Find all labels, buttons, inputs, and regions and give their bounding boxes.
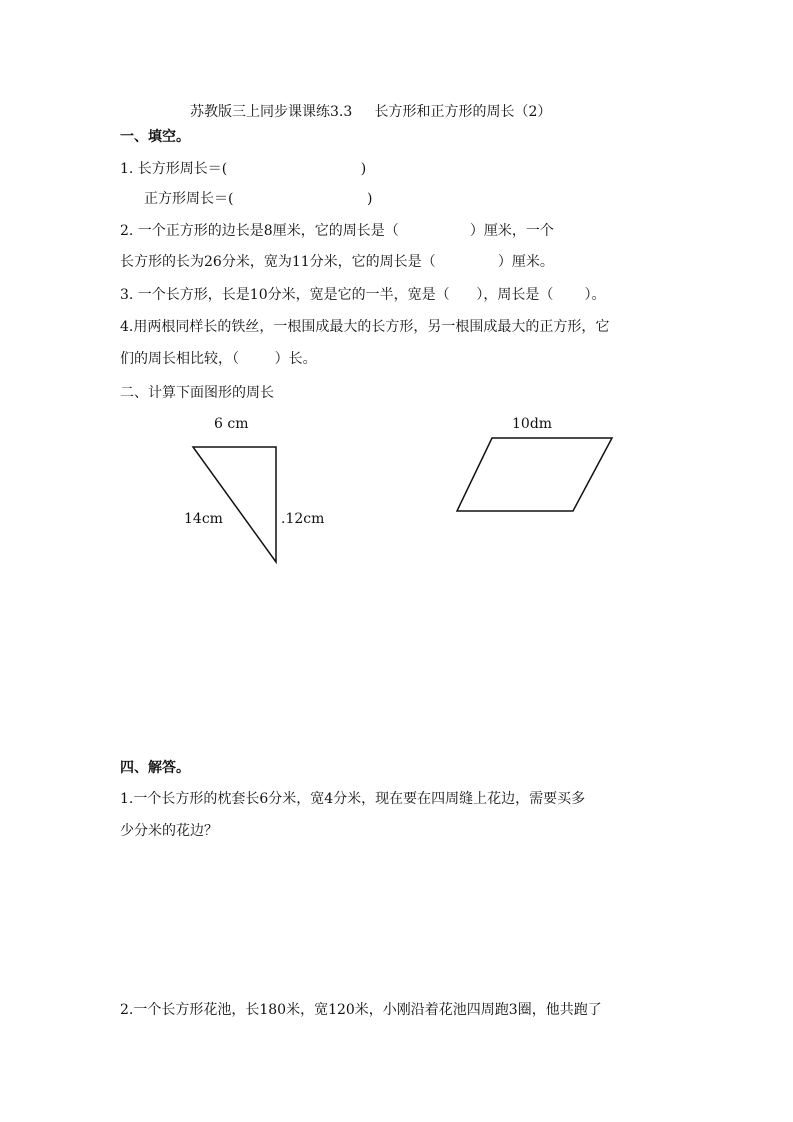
section4-heading: 四、解答。 [120,760,190,776]
parallelogram [457,438,612,511]
question-1a: 1. 长方形周长＝( ) [120,161,367,177]
question-4b: 们的周长相比较，（ ）长。 [120,351,317,367]
triangle-top-label: 6 cm [214,416,249,432]
triangle-right-label: .12cm [281,511,325,527]
section1-heading: 一、填空。 [120,129,190,145]
worksheet-title: 苏教版三上同步课课练3.3 长方形和正方形的周长（2） [190,104,552,120]
section2-heading: 二、计算下面图形的周长 [120,385,274,401]
problem-1b: 少分米的花边？ [120,823,218,839]
problem-1a: 1.一个长方形的枕套长6分米，宽4分米，现在要在四周缝上花边，需要买多 [120,791,586,807]
question-2a: 2. 一个正方形的边长是8厘米，它的周长是（ ）厘米，一个 [120,223,554,239]
question-4a: 4.用两根同样长的铁丝，一根围成最大的长方形，另一根围成最大的正方形，它 [120,319,610,335]
question-3: 3. 一个长方形，长是10分米，宽是它的一半，宽是（ ），周长是（ ）。 [120,287,606,303]
parallelogram-top-label: 10dm [512,416,553,432]
question-2b: 长方形的长为26分米，宽为11分米，它的周长是（ ）厘米。 [120,254,554,270]
question-1b: 正方形周长＝( ) [144,191,373,207]
triangle-hypotenuse-label: 14cm [184,511,223,527]
problem-2: 2.一个长方形花池，长180米，宽120米，小刚沿着花池四周跑3圈，他共跑了 [120,1002,602,1018]
right-triangle [193,447,276,562]
